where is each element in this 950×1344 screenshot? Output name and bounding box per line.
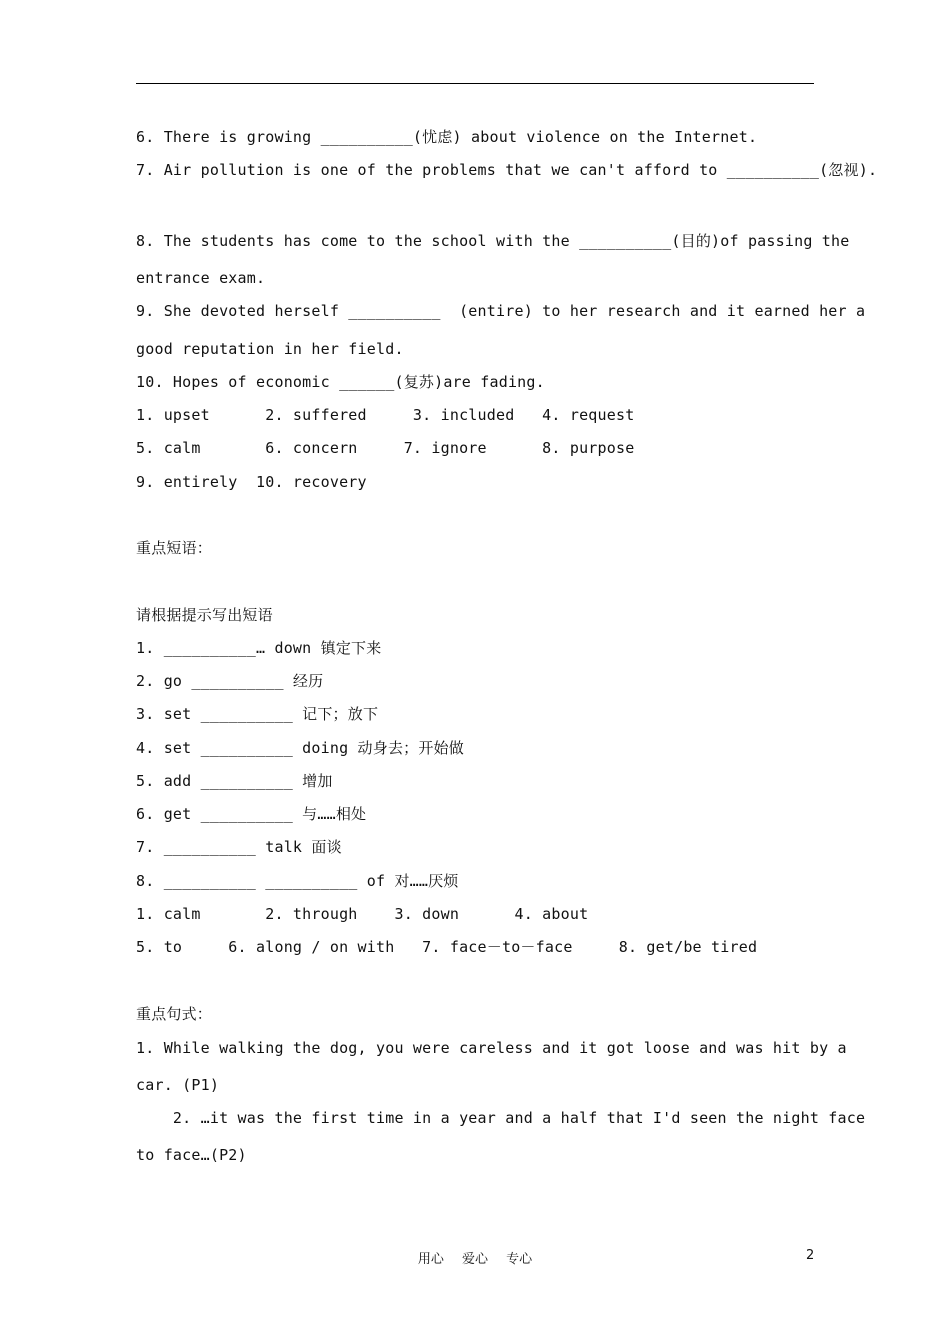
phrase-answers-row-2: 5. to 6. along / on with 7. face－to－face 8. get/be tired: [136, 938, 758, 956]
phrase-answers-row-1: 1. calm 2. through 3. down 4. about: [136, 905, 589, 923]
exercise-10: 10. Hopes of economic ______(复苏)are fading.: [136, 373, 545, 391]
phrase-5: 5. add __________ 增加: [136, 772, 333, 790]
header-rule: [136, 83, 814, 84]
answers-row-2: 5. calm 6. concern 7. ignore 8. purpose: [136, 439, 635, 457]
exercise-7: 7. Air pollution is one of the problems that we can't afford to __________(忽视).: [136, 161, 878, 179]
page-footer-motto: 用心 爱心 专心: [417, 1252, 533, 1267]
phrase-3: 3. set __________ 记下；放下: [136, 705, 379, 723]
phrases-instruction: 请根据提示写出短语: [136, 606, 273, 624]
exercise-9-continued: good reputation in her field.: [136, 340, 404, 358]
sentence-2: 2. …it was the first time in a year and a half that I'd seen the night face: [136, 1109, 866, 1127]
phrase-7: 7. __________ talk 面谈: [136, 838, 342, 856]
exercise-6: 6. There is growing __________(忧虑) about violence on the Internet.: [136, 128, 758, 146]
answers-row-3: 9. entirely 10. recovery: [136, 473, 367, 491]
answers-row-1: 1. upset 2. suffered 3. included 4. request: [136, 406, 635, 424]
sentence-1: 1. While walking the dog, you were careless and it got loose and was hit by a: [136, 1039, 847, 1057]
section-heading-sentences: 重点句式：: [136, 1005, 213, 1023]
sentence-2-continued: to face…(P2): [136, 1146, 247, 1164]
phrase-2: 2. go __________ 经历: [136, 672, 324, 690]
exercise-8-continued: entrance exam.: [136, 269, 266, 287]
exercise-8: 8. The students has come to the school with the __________(目的)of passing the: [136, 232, 850, 250]
phrase-6: 6. get __________ 与……相处: [136, 805, 367, 823]
section-heading-phrases: 重点短语：: [136, 539, 213, 557]
sentence-1-continued: car. (P1): [136, 1076, 220, 1094]
phrase-4: 4. set __________ doing 动身去；开始做: [136, 739, 464, 757]
exercise-9: 9. She devoted herself __________ (entire) to her research and it earned her a: [136, 302, 866, 320]
phrase-1: 1. __________… down 镇定下来: [136, 639, 382, 657]
page-number: 2: [806, 1248, 815, 1263]
phrase-8: 8. __________ __________ of 对……厌烦: [136, 872, 459, 890]
